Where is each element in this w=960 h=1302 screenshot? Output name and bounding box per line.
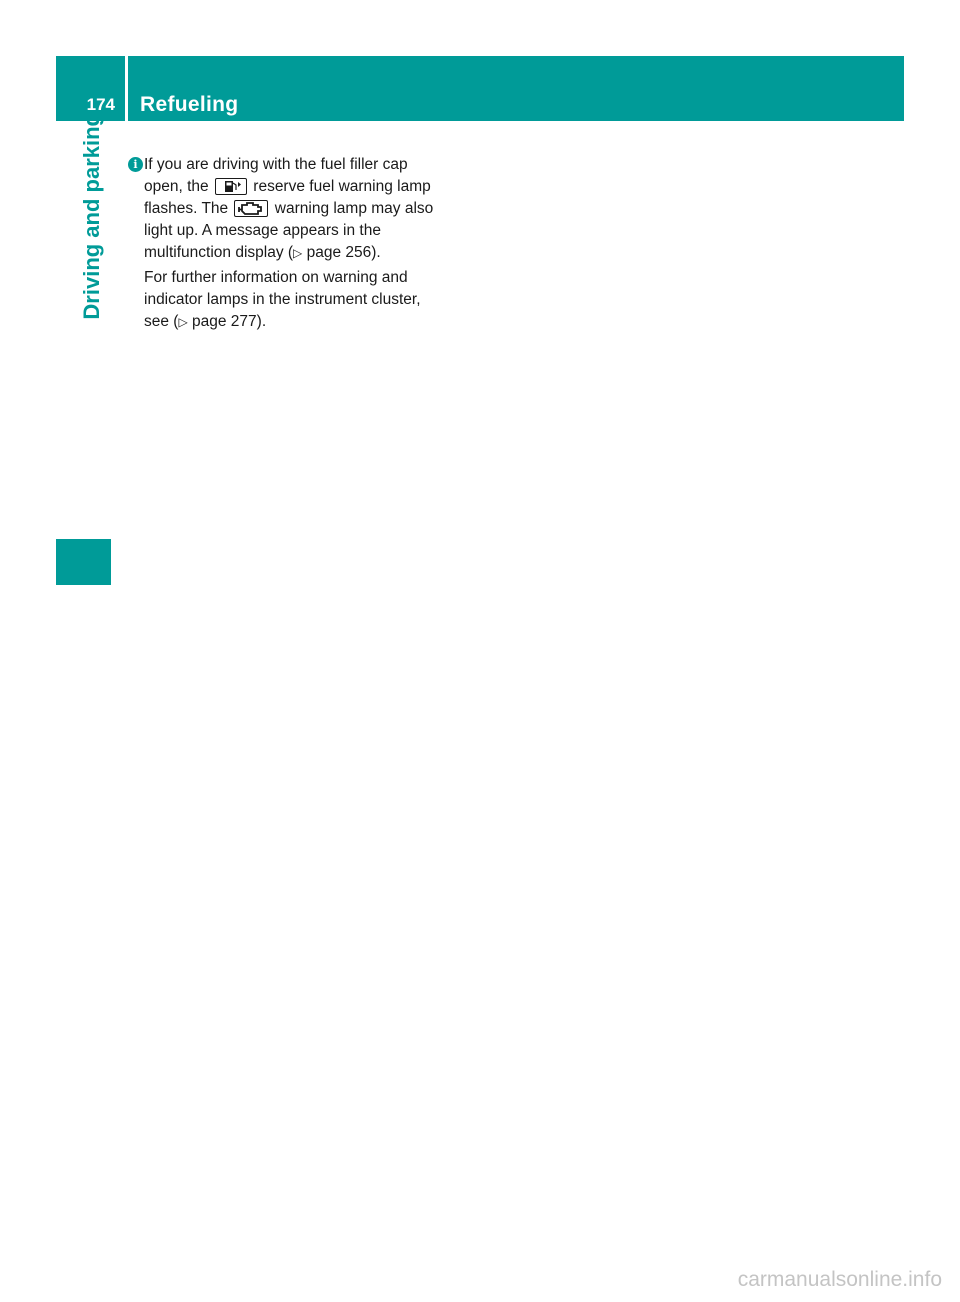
side-tab-block: [56, 539, 111, 585]
note-paragraph-1: [144, 154, 468, 264]
text-line: If you are driving with the fuel filler cap: [144, 156, 408, 173]
page-ref-arrow-icon: ▷: [293, 246, 303, 260]
text-line: open, the: [144, 178, 209, 195]
text-line: reserve fuel warning lamp: [253, 178, 431, 195]
page-reference-link[interactable]: page 256).: [306, 244, 381, 261]
watermark: carmanualsonline.info: [737, 1268, 942, 1291]
note-paragraph-2: [144, 267, 468, 333]
side-tab-label: Driving and parking: [79, 113, 104, 320]
page-reference-link[interactable]: page 277).: [192, 313, 267, 330]
info-note: [128, 154, 468, 336]
text-line: see (: [144, 313, 179, 330]
info-icon: i: [128, 157, 143, 172]
page-number: 174: [86, 95, 115, 114]
text-line: light up. A message appears in the: [144, 222, 381, 239]
text-line: For further information on warning and: [144, 269, 408, 286]
text-line: flashes. The: [144, 200, 229, 217]
page-number-box: [56, 56, 125, 121]
section-title: Refueling: [140, 93, 239, 116]
fuel-pump-icon: [215, 178, 247, 195]
text-line: indicator lamps in the instrument cluster,: [144, 291, 421, 308]
side-tab: [56, 113, 111, 537]
text-line: multifunction display (: [144, 244, 294, 261]
text-line: warning lamp may also: [274, 200, 434, 217]
page-ref-arrow-icon: ▷: [178, 315, 188, 329]
section-header: [128, 56, 904, 121]
check-engine-icon: [234, 200, 268, 217]
